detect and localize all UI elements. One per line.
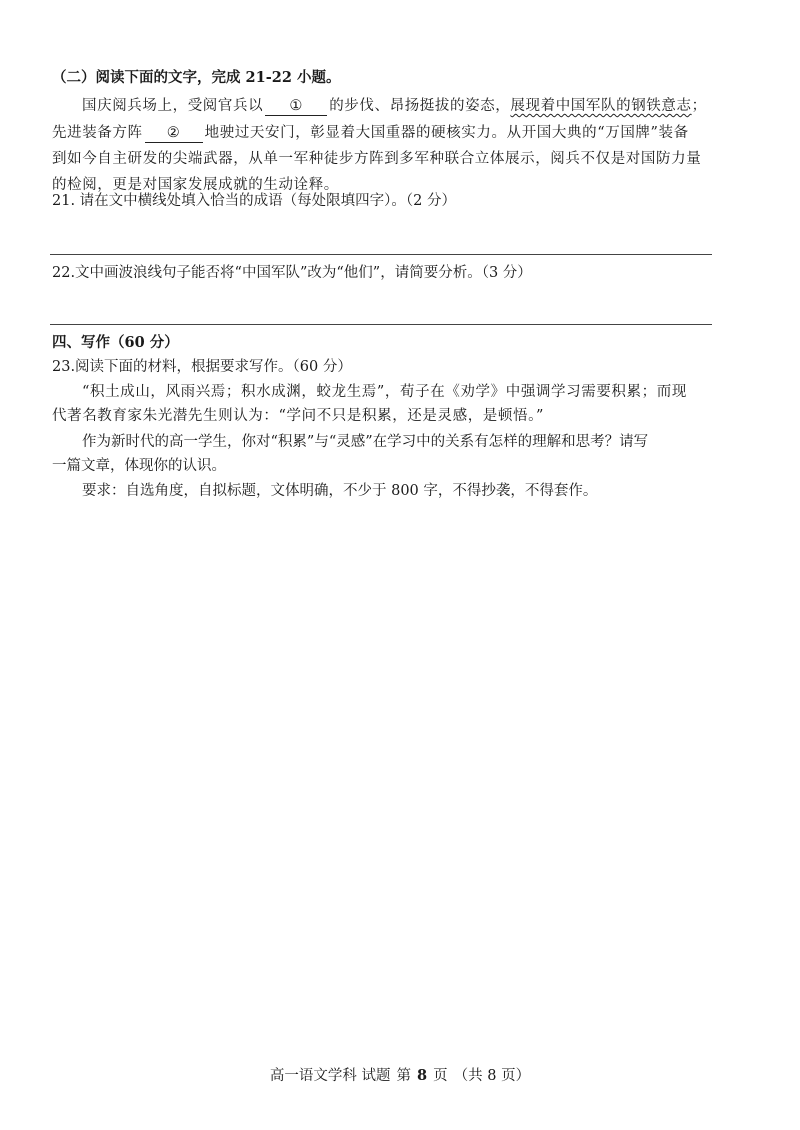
passage-text: 国庆阅兵场上，受阅官兵以: [82, 98, 264, 114]
material-line-1: “积土成山，风雨兴焉；积水成渊，蛟龙生焉”，荀子在《劝学》中强调学习需要积累；而现: [82, 384, 687, 400]
section-4-heading: 四、写作（60 分）: [52, 334, 179, 351]
passage-line-3: 到如今自主研发的尖端武器，从单一军种徒步方阵到多军种联合立体展示，阅兵不仅是对国防力量: [52, 151, 702, 167]
question-22: 22.文中画波浪线句子能否将“中国军队”改为“他们”，请简要分析。（3 分）: [52, 265, 532, 281]
footer-total-pages: （共 8 页）: [453, 1068, 531, 1084]
passage-line-1: [82, 94, 782, 118]
passage-line-2: [52, 121, 752, 145]
question-23: 23.阅读下面的材料，根据要求写作。（60 分）: [52, 359, 352, 375]
answer-line-22[interactable]: [50, 324, 712, 325]
passage-text: 地驶过天安门，彰显着大国重器的硬核实力。从开国大典的“万国牌”装备: [204, 125, 689, 141]
footer-page-number: 8: [417, 1067, 428, 1084]
wavy-underlined-sentence: 展现着中国军队的钢铁意志: [510, 98, 692, 114]
passage-line-4: 的检阅，更是对国家发展成就的生动诠释。: [52, 177, 339, 193]
passage-text: 的步伐、昂扬挺拔的姿态，: [329, 98, 511, 114]
question-21: 21. 请在文中横线处填入恰当的成语（每处限填四字）。（2 分）: [52, 193, 457, 209]
passage-text: ；: [691, 98, 707, 114]
page-footer: [0, 1064, 800, 1085]
answer-line-21[interactable]: [50, 254, 712, 255]
footer-page-label: 第: [396, 1068, 412, 1084]
writing-requirements: 要求：自选角度，自拟标题，文体明确，不少于 800 字，不得抄袭，不得套作。: [82, 483, 598, 499]
footer-subject: 高一语文学科 试题: [269, 1068, 391, 1084]
prompt-line-1: 作为新时代的高一学生，你对“积累”与“灵感”在学习中的关系有怎样的理解和思考？请写: [82, 434, 649, 450]
answer-blank-2[interactable]: ②: [145, 124, 203, 143]
prompt-line-2: 一篇文章，体现你的认识。: [52, 458, 226, 474]
passage-text: 先进装备方阵: [52, 125, 143, 141]
section-2-heading: （二）阅读下面的文字，完成 21-22 小题。: [52, 69, 341, 86]
footer-page-label: 页: [433, 1068, 448, 1084]
answer-blank-1[interactable]: ①: [265, 97, 327, 116]
material-line-2: 代著名教育家朱光潜先生则认为：“学问不只是积累，还是灵感，是顿悟。”: [52, 408, 544, 424]
